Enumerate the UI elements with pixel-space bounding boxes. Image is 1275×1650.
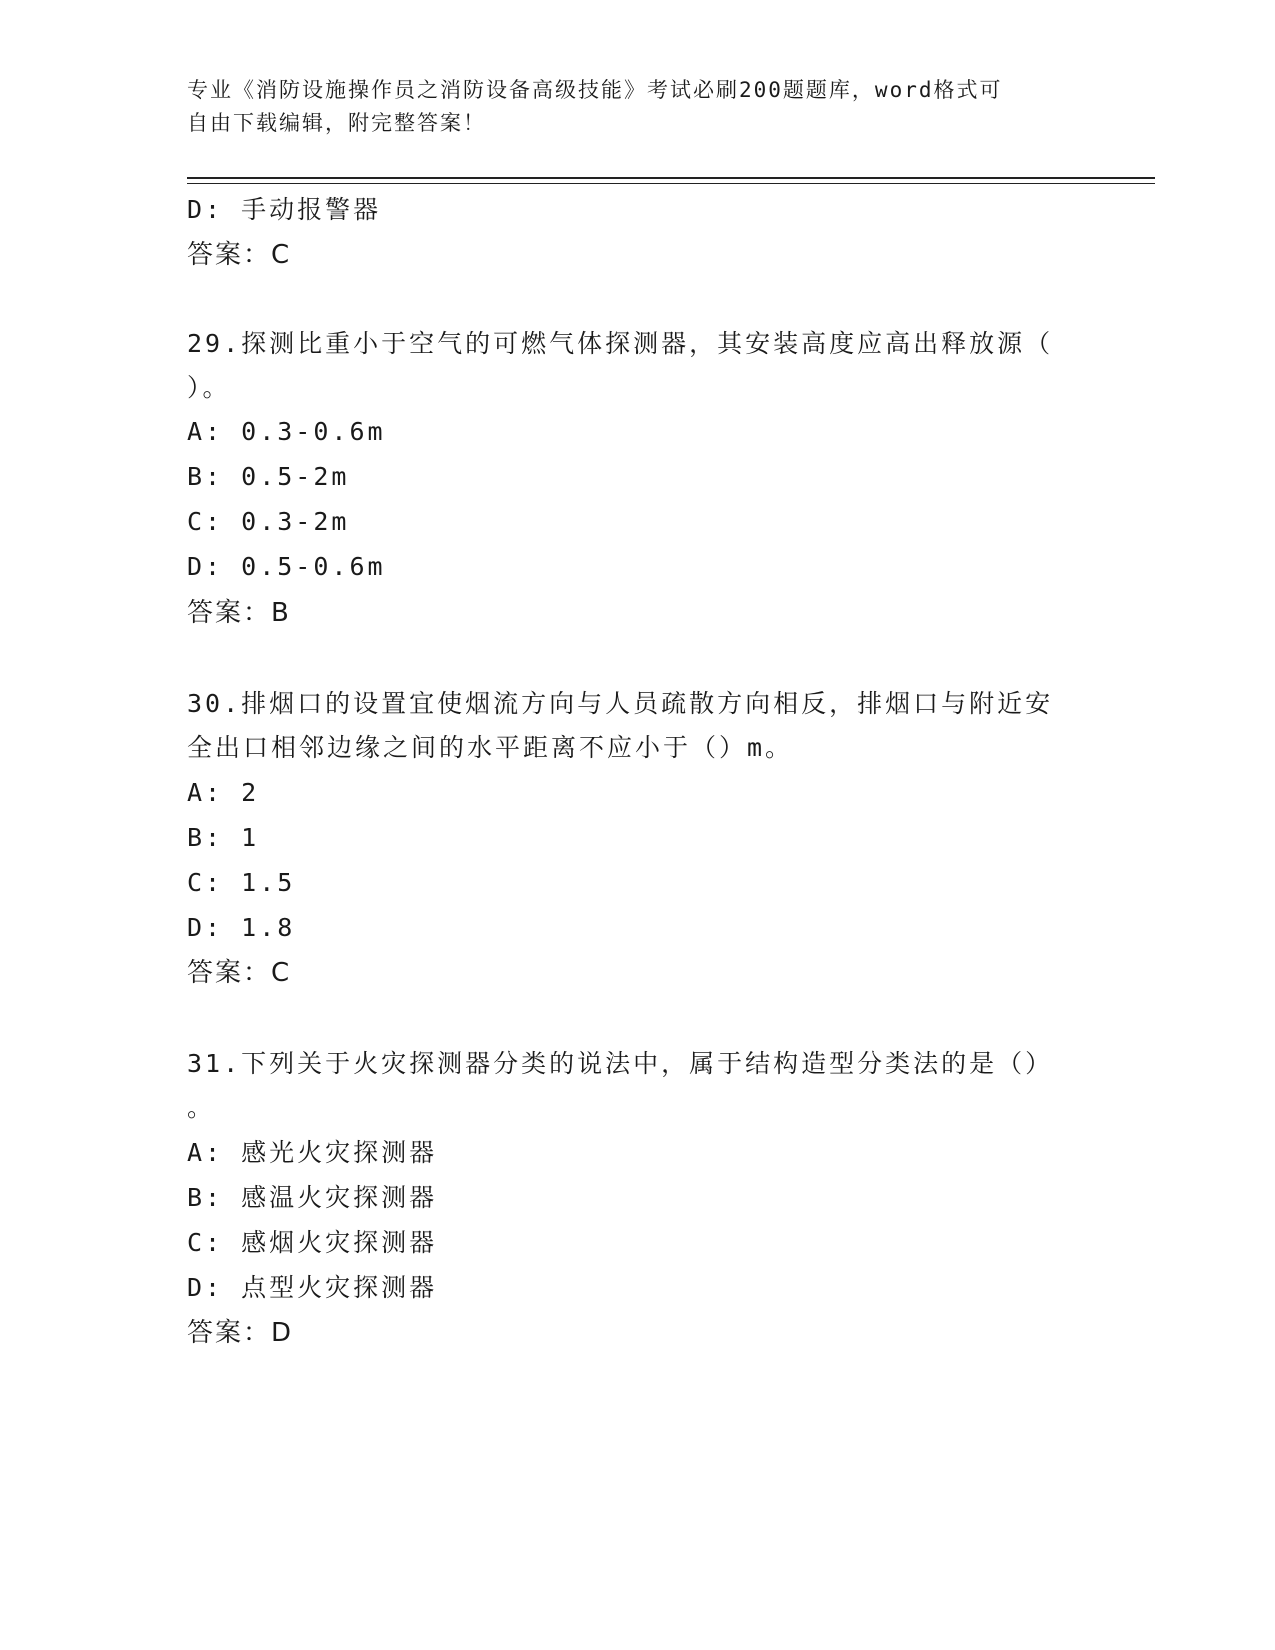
question-stem-line-1: 30.排烟口的设置宜使烟流方向与人员疏散方向相反，排烟口与附近安 bbox=[187, 689, 1054, 718]
option-b: B: 感温火灾探测器 bbox=[187, 1183, 438, 1212]
prev-answer: 答案：C bbox=[187, 240, 292, 270]
option-b: B: 0.5-2m bbox=[187, 462, 350, 491]
option-b: B: 1 bbox=[187, 823, 260, 852]
answer: 答案：D bbox=[187, 1318, 294, 1348]
option-d: D: 点型火灾探测器 bbox=[187, 1273, 438, 1302]
question-stem-line-2: 全出口相邻边缘之间的水平距离不应小于（）m。 bbox=[187, 733, 794, 762]
question-stem-line-1: 29.探测比重小于空气的可燃气体探测器，其安装高度应高出释放源（ bbox=[187, 329, 1054, 358]
header-line-1: 专业《消防设施操作员之消防设备高级技能》考试必刷200题题库，word格式可 bbox=[187, 78, 1003, 102]
header-line-2: 自由下载编辑，附完整答案！ bbox=[187, 111, 486, 135]
option-d: D: 1.8 bbox=[187, 913, 296, 942]
option-c: C: 感烟火灾探测器 bbox=[187, 1228, 438, 1257]
question-stem-line-1: 31.下列关于火灾探测器分类的说法中，属于结构造型分类法的是（） bbox=[187, 1049, 1054, 1078]
option-d: D: 0.5-0.6m bbox=[187, 552, 386, 581]
answer: 答案：B bbox=[187, 598, 291, 628]
prev-option-d: D: 手动报警器 bbox=[187, 195, 382, 224]
option-a: A: 0.3-0.6m bbox=[187, 417, 386, 446]
option-c: C: 0.3-2m bbox=[187, 507, 350, 536]
question-stem-line-2: 。 bbox=[187, 1093, 216, 1122]
option-a: A: 感光火灾探测器 bbox=[187, 1138, 438, 1167]
question-stem-line-2: ）。 bbox=[187, 373, 231, 402]
document-header bbox=[187, 74, 1067, 140]
option-c: C: 1.5 bbox=[187, 868, 296, 897]
header-divider-thick bbox=[187, 177, 1155, 179]
answer: 答案：C bbox=[187, 958, 292, 988]
option-a: A: 2 bbox=[187, 778, 260, 807]
header-divider-thin bbox=[187, 183, 1155, 184]
